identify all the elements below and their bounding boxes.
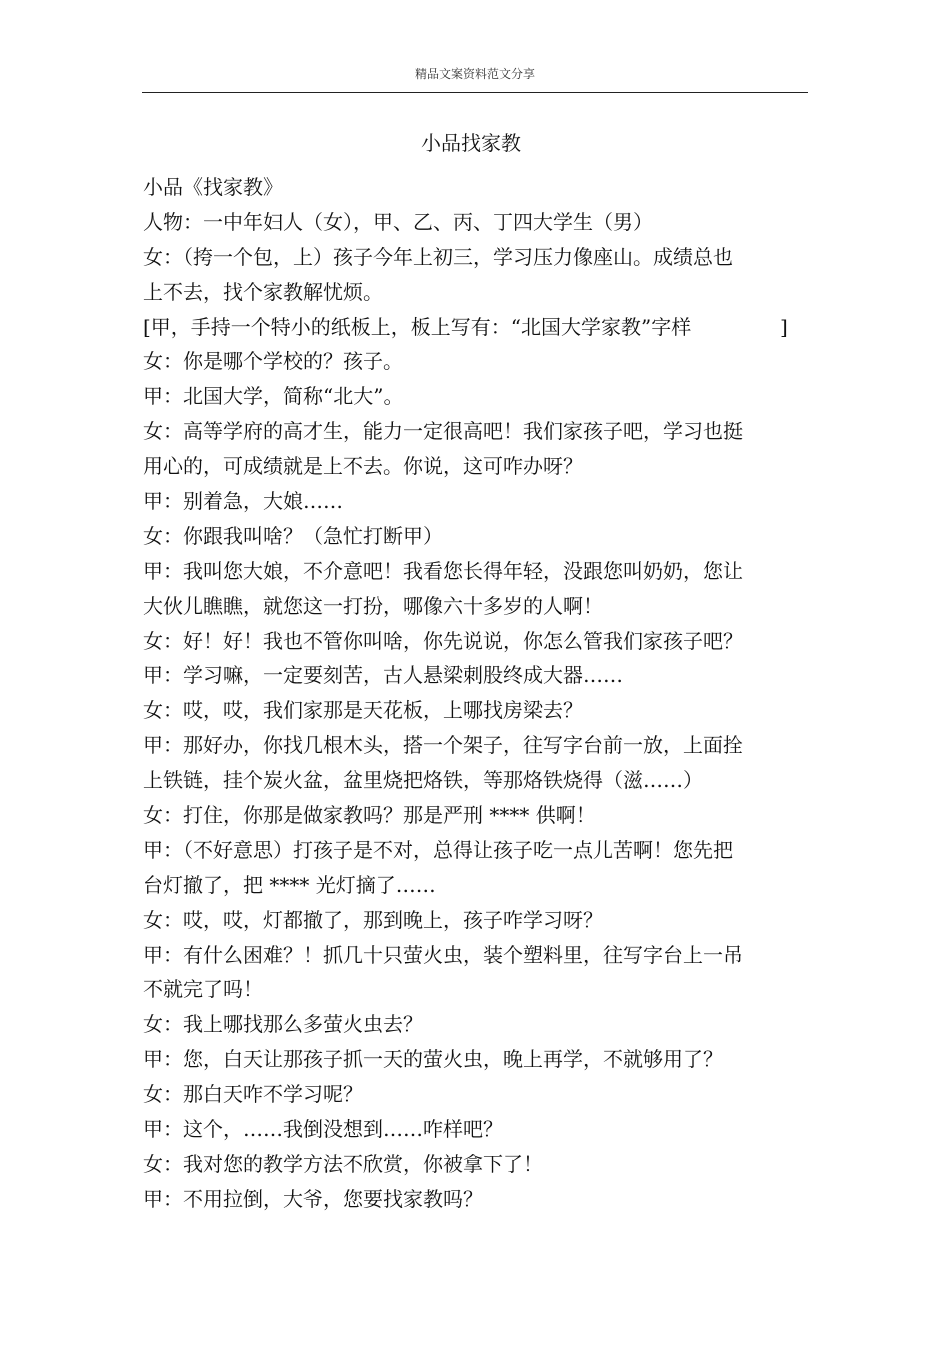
text-line: 甲：这个，……我倒没想到……咋样吧？ <box>143 1117 503 1142</box>
text-line: 女：那白天咋不学习呢？ <box>143 1082 363 1107</box>
text-line: 台灯撤了，把 **** 光灯摘了…… <box>143 872 436 897</box>
header-divider <box>142 92 808 93</box>
stage-direction-text: [甲，手持一个特小的纸板上，板上写有：“北国大学家教”字样 <box>143 314 692 339</box>
text-line: 女：高等学府的高才生，能力一定很高吧！我们家孩子吧，学习也挺 <box>143 419 743 444</box>
text-line: 甲：（不好意思）打孩子是不对，总得让孩子吃一点儿苦啊！您先把 <box>143 837 733 862</box>
text-line: 用心的，可成绩就是上不去。你说，这可咋办呀？ <box>143 454 583 479</box>
text-line: 女：你是哪个学校的？孩子。 <box>143 349 403 374</box>
text-line: 人物：一中年妇人（女），甲、乙、丙、丁四大学生（男） <box>143 209 653 234</box>
text-line: 女：我对您的教学方法不欣赏，你被拿下了！ <box>143 1151 543 1176</box>
text-line: 女：哎，哎，灯都撤了，那到晚上，孩子咋学习呀？ <box>143 907 603 932</box>
document-title: 小品找家教 <box>421 131 521 155</box>
stage-direction-line <box>143 310 823 345</box>
page-header: 精品文案资料范文分享 <box>414 67 535 81</box>
text-line: 甲：我叫您大娘，不介意吧！我看您长得年轻，没跟您叫奶奶，您让 <box>143 558 743 583</box>
text-line: 甲：别着急，大娘…… <box>143 489 343 514</box>
text-line: 甲：有什么困难？！抓几十只萤火虫，装个塑料里，往写字台上一吊 <box>143 942 743 967</box>
text-line: 女：打住，你那是做家教吗？那是严刑 **** 供啊！ <box>143 803 596 828</box>
closing-bracket: ] <box>780 314 788 339</box>
text-line: 上铁链，挂个炭火盆，盆里烧把烙铁，等那烙铁烧得（滋……） <box>143 768 703 793</box>
text-line: 女：哎，哎，我们家那是天花板，上哪找房梁去？ <box>143 698 583 723</box>
text-line: 甲：您，白天让那孩子抓一天的萤火虫，晚上再学，不就够用了？ <box>143 1047 723 1072</box>
text-line: 小品《找家教》 <box>143 175 283 199</box>
text-line: 甲：不用拉倒，大爷，您要找家教吗？ <box>143 1186 483 1211</box>
text-line: 不就完了吗！ <box>143 977 263 1002</box>
text-line: 女：你跟我叫啥？（急忙打断甲） <box>143 523 443 548</box>
text-line: 甲：那好办，你找几根木头，搭一个架子，往写字台前一放，上面拴 <box>143 733 743 758</box>
text-line: 女：（挎一个包，上）孩子今年上初三，学习压力像座山。成绩总也 <box>143 244 733 269</box>
text-line: 女：好！好！我也不管你叫啥，你先说说，你怎么管我们家孩子吧？ <box>143 628 743 653</box>
text-line: 上不去，找个家教解忧烦。 <box>143 279 383 304</box>
script-body <box>143 170 823 1217</box>
text-line: 大伙儿瞧瞧，就您这一打扮，哪像六十多岁的人啊！ <box>143 593 603 618</box>
text-line: 女：我上哪找那么多萤火虫去？ <box>143 1012 423 1037</box>
text-line: 甲：学习嘛，一定要刻苦，古人悬梁刺股终成大器…… <box>143 663 623 688</box>
text-line: 甲：北国大学，简称“北大”。 <box>143 384 404 409</box>
